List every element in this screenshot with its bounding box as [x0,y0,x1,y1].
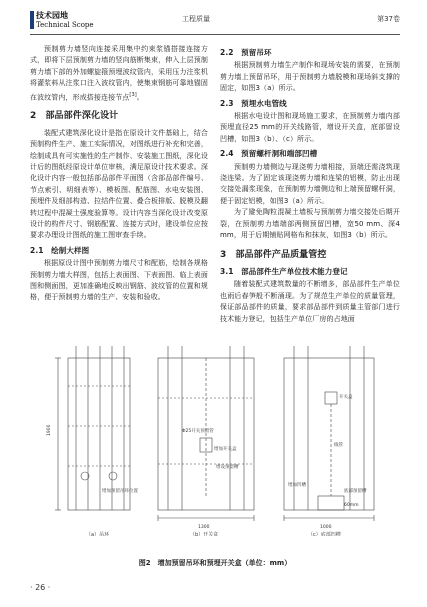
annotation-label: 增加开关盒 [214,447,237,452]
lifting-ring-icon [109,472,117,480]
header-rule [30,34,400,35]
subfigure-label: （a）吊环 [86,532,110,536]
paragraph: 根据水电设计图和现场施工要求，在预制剪力墙内部预埋直径25 mm的开关线路管，增设开关盒，底部留设凹槽，如图3（b）、（c）所示。 [220,112,400,143]
page-header [30,9,400,35]
annotation-label: 增加预留吊环位置 [102,489,138,494]
dimension-label: 1300 [198,525,210,530]
annotation-label: 增设预留槽 [216,465,239,470]
paragraph: 根据原设计图中预制剪力墙尺寸和配筋，绘制各规格预制剪力墙大样图，包括上表面图、下表面图、临上表面图和侧面图，更加准确地反映出钢筋、波纹管的位置和规格，便于预制剪力墙的生产、安装和验收。 [30,259,208,302]
figure-drawing [40,346,390,536]
logo-bar [30,11,34,29]
subsection-heading: 2.2 预留吊环 [220,48,272,57]
page-number: · 26 · [30,583,51,592]
right-column [220,44,400,325]
paragraph: 预制剪力墙竖向连接采用集中约束浆锚搭接连接方式，即将下层预制剪力墙的竖向筋断集束，伸入上层预制剪力墙下部的外加螺旋箍预埋波纹管内，采用压力注浆机将灌浆料从注浆口注入波纹管内，使集束钢筋可靠地锚固在波纹管内，形成搭接连接节点[3]。 [30,45,208,101]
annotation-label: 增加凹槽 [288,483,306,488]
paragraph: 随着装配式建筑数量的不断增多，部品部件生产单位也雨后春笋般不断涌现。为了规范生产单位的质量管理，保证部品部件的质量，要求部品部件到质量主管部门进行技术能力登记，包括生产单位厂房的占地面 [220,280,400,323]
left-column [30,44,208,304]
paragraph: 为了避免陶粒混凝土墙板与预制剪力墙交接处后期开裂，在预制剪力墙端部两侧预留凹槽，宽50 mm、深4 mm，用于后期铺贴网格布和抹灰，如图3（b）所示。 [220,208,400,240]
bottom-groove-shape [318,496,344,510]
dimension-label: 60mm [344,503,359,508]
annotation-label: 开关盒 [339,395,353,400]
section-heading: 3 部品部件产品质量管控 [220,249,327,260]
paragraph: 预制剪力墙侧边与现浇剪力墙相接，顶端还需浇筑现浇连梁。为了固定该现浇剪力墙和连梁的铝模，防止出现交接处漏浆现象，在预制剪力墙侧边和上端预留螺杆洞，便于固定铝模，如图3（a）所示。 [220,162,400,205]
annotation-label: 线管 [334,443,343,448]
subfigure-label: （c）底部凹槽 [308,532,341,536]
subsection-heading: 2.4 预留螺杆洞和端部凹槽 [220,149,318,159]
figure-2 [40,346,390,536]
journal-logo [30,9,100,35]
subfigure-label: （b）开关盒 [190,532,219,536]
section-title: 工程质量 [182,15,210,23]
annotation-label: 底部预留槽 [344,489,367,494]
dimension-label: 1000 [320,525,332,530]
section-heading: 2 部品部件深化设计 [30,111,119,122]
subsection-heading: 3.1 部品部件生产单位技术能力登记 [220,266,348,276]
paragraph: 根据预制剪力墙生产制作和现场安装的需要，在预制剪力墙上预留吊环，用于预制剪力墙脱模和现场斜支撑的固定，如图3（a）所示。 [220,61,400,93]
subsection-heading: 2.3 预埋水电管线 [220,98,287,108]
figure-caption: 图2 增加预留吊环和预埋开关盒（单位：mm） [138,559,292,567]
logo-cn-text: 技术园地 [36,11,68,20]
dimension-label: 1900 [47,424,52,436]
paragraph: 装配式建筑深化设计是指在原设计文件基础上，结合预制构件生产、施工实际情况，对图纸进行补充和完善，绘制成具有可实施性的生产制作、安装施工图纸，深化设计后的图纸经原设计单位审核，满足原设计技术要求。深化设计内容一般包括部品部件平面图（含部品部件编号、节点索引、明细表等）、模板图、配筋图、水电安装图、预埋件及细部构造、拉结件位置、叠合板排版、脱模及翻转过程中混凝土强度验算等。设计内容当深化设计改变原设计的构件尺寸、钢筋配置、连接方式时，建设单位应按要求办理设计图纸的施工图审查手续。 [30,128,208,240]
volume-label: 第37卷 [377,15,400,23]
panel-a-wall [68,358,130,510]
annotation-label: Φ25开关预留管 [182,429,214,434]
logo-en-text: Technical Scope [36,21,94,29]
subsection-heading: 2.1 绘制大样图 [30,245,90,255]
switch-box-icon [325,392,337,404]
